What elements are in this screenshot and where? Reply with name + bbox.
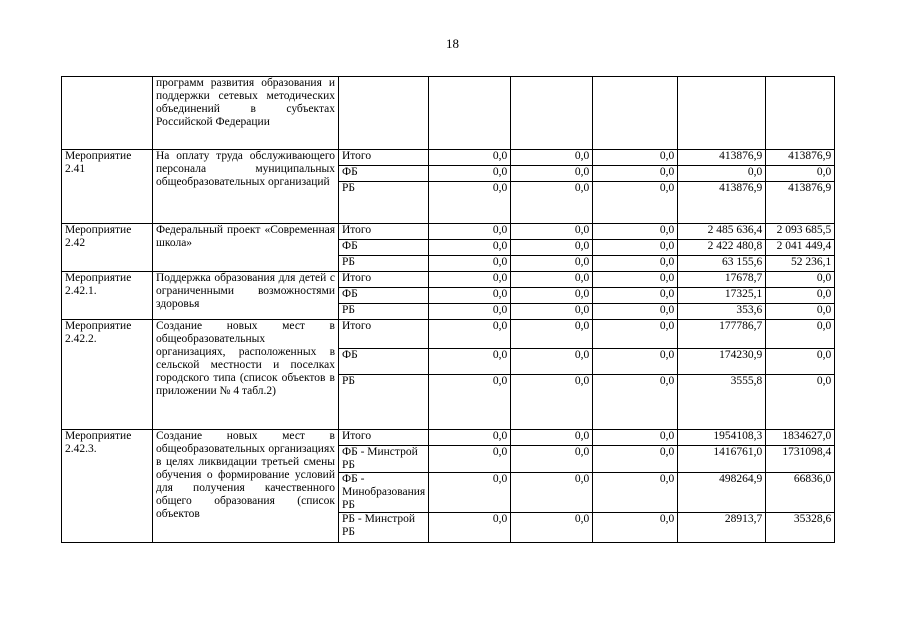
table-row: [62, 150, 835, 166]
event-name: Мероприятие 2.42.1.: [62, 272, 153, 320]
amount-cell: 66836,0: [766, 473, 835, 513]
amount-cell: 0,0: [511, 182, 593, 224]
amount-cell: 1731098,4: [766, 446, 835, 473]
table-row: [62, 430, 835, 446]
amount-cell: 0,0: [429, 150, 511, 166]
event-name: Мероприятие 2.42: [62, 224, 153, 272]
funding-source: РБ: [339, 182, 429, 224]
amount-cell: 0,0: [593, 304, 678, 320]
funding-source: ФБ: [339, 240, 429, 256]
amount-cell: 2 041 449,4: [766, 240, 835, 256]
funding-source: Итого: [339, 430, 429, 446]
amount-cell: 0,0: [593, 240, 678, 256]
amount-cell: 0,0: [429, 256, 511, 272]
funding-source: РБ - Минстрой РБ: [339, 513, 429, 543]
amount-cell: 35328,6: [766, 513, 835, 543]
amount-cell: 0,0: [511, 473, 593, 513]
amount-cell: 413876,9: [766, 150, 835, 166]
amount-cell: 0,0: [429, 473, 511, 513]
continuation-row: [62, 77, 835, 150]
amount-cell: 1954108,3: [678, 430, 766, 446]
amount-cell: 0,0: [593, 272, 678, 288]
amount-cell: 28913,7: [678, 513, 766, 543]
funding-source: Итого: [339, 150, 429, 166]
event-name: Мероприятие 2.42.2.: [62, 320, 153, 430]
amount-cell: 0,0: [766, 272, 835, 288]
funding-source: ФБ: [339, 349, 429, 375]
amount-cell: 0,0: [593, 473, 678, 513]
amount-cell: 0,0: [593, 320, 678, 349]
event-description: Федеральный проект «Современная школа»: [153, 224, 339, 272]
amount-cell: 0,0: [511, 304, 593, 320]
amount-cell: 0,0: [593, 224, 678, 240]
table-row: [62, 320, 835, 349]
amount-cell: 0,0: [766, 349, 835, 375]
amount-cell: 0,0: [429, 304, 511, 320]
amount-cell: 0,0: [766, 304, 835, 320]
amount-cell: 17325,1: [678, 288, 766, 304]
amount-cell: 2 093 685,5: [766, 224, 835, 240]
amount-cell: 0,0: [511, 272, 593, 288]
amount-cell: 0,0: [766, 320, 835, 349]
funding-source: РБ: [339, 304, 429, 320]
event-description: Создание новых мест в общеобразовательных организациях в целях ликвидации третьей смены обучения о формирование условий для получения качественного общего образования (список объектов: [153, 430, 339, 543]
amount-cell: 0,0: [429, 272, 511, 288]
amount-cell: 413876,9: [766, 182, 835, 224]
funding-source: ФБ - Минстрой РБ: [339, 446, 429, 473]
amount-cell: 1834627,0: [766, 430, 835, 446]
amount-cell: 0,0: [678, 166, 766, 182]
amount-cell: 52 236,1: [766, 256, 835, 272]
event-name: Мероприятие 2.42.3.: [62, 430, 153, 543]
page-number: 18: [446, 36, 459, 51]
amount-cell: 0,0: [511, 513, 593, 543]
amount-cell: 0,0: [511, 375, 593, 430]
amount-cell: 0,0: [593, 256, 678, 272]
event-description: Создание новых мест в общеобразовательных организациях, расположенных в сельской местности и поселках городского типа (список объектов в приложении № 4 табл.2): [153, 320, 339, 430]
amount-cell: 0,0: [593, 349, 678, 375]
funding-source: Итого: [339, 272, 429, 288]
amount-cell: 174230,9: [678, 349, 766, 375]
amount-cell: 2 422 480,8: [678, 240, 766, 256]
amount-cell: 0,0: [511, 430, 593, 446]
event-name: Мероприятие 2.41: [62, 150, 153, 224]
amount-cell: 353,6: [678, 304, 766, 320]
amount-cell: 498264,9: [678, 473, 766, 513]
amount-cell: 0,0: [429, 166, 511, 182]
amount-cell: 0,0: [429, 446, 511, 473]
table-row: [62, 224, 835, 240]
amount-cell: 0,0: [429, 224, 511, 240]
amount-cell: 0,0: [429, 375, 511, 430]
amount-cell: 0,0: [511, 224, 593, 240]
funding-source: ФБ - Минобразования РБ: [339, 473, 429, 513]
amount-cell: 0,0: [593, 446, 678, 473]
amount-cell: 0,0: [429, 288, 511, 304]
amount-cell: 0,0: [429, 240, 511, 256]
amount-cell: 0,0: [511, 288, 593, 304]
amount-cell: 413876,9: [678, 150, 766, 166]
amount-cell: 0,0: [593, 182, 678, 224]
amount-cell: 0,0: [511, 349, 593, 375]
amount-cell: 1416761,0: [678, 446, 766, 473]
amount-cell: 0,0: [593, 166, 678, 182]
amount-cell: 0,0: [429, 513, 511, 543]
amount-cell: 177786,7: [678, 320, 766, 349]
event-description: На оплату труда обслуживающего персонала муниципальных общеобразовательных организаций: [153, 150, 339, 224]
amount-cell: 2 485 636,4: [678, 224, 766, 240]
description-cell: программ развития образования и поддержки сетевых методических объединений в субъектах Российской Федерации: [153, 77, 339, 150]
amount-cell: 0,0: [429, 430, 511, 446]
amount-cell: 0,0: [511, 446, 593, 473]
funding-source: Итого: [339, 224, 429, 240]
budget-table: [61, 76, 835, 543]
amount-cell: 0,0: [511, 240, 593, 256]
amount-cell: 0,0: [511, 150, 593, 166]
amount-cell: 0,0: [593, 150, 678, 166]
funding-source: РБ: [339, 375, 429, 430]
amount-cell: 17678,7: [678, 272, 766, 288]
amount-cell: 0,0: [766, 375, 835, 430]
event-description: Поддержка образования для детей с ограниченными возможностями здоровья: [153, 272, 339, 320]
amount-cell: 0,0: [511, 166, 593, 182]
funding-source: ФБ: [339, 288, 429, 304]
amount-cell: 0,0: [593, 513, 678, 543]
funding-source: ФБ: [339, 166, 429, 182]
amount-cell: 413876,9: [678, 182, 766, 224]
amount-cell: 0,0: [511, 320, 593, 349]
funding-source: РБ: [339, 256, 429, 272]
event-cell: [62, 77, 153, 150]
amount-cell: 0,0: [429, 182, 511, 224]
amount-cell: 0,0: [511, 256, 593, 272]
amount-cell: 63 155,6: [678, 256, 766, 272]
amount-cell: 0,0: [766, 166, 835, 182]
amount-cell: 0,0: [593, 288, 678, 304]
amount-cell: 0,0: [593, 375, 678, 430]
amount-cell: 0,0: [429, 320, 511, 349]
amount-cell: 0,0: [766, 288, 835, 304]
amount-cell: 3555,8: [678, 375, 766, 430]
funding-source: Итого: [339, 320, 429, 349]
amount-cell: 0,0: [429, 349, 511, 375]
amount-cell: 0,0: [593, 430, 678, 446]
table-row: [62, 272, 835, 288]
